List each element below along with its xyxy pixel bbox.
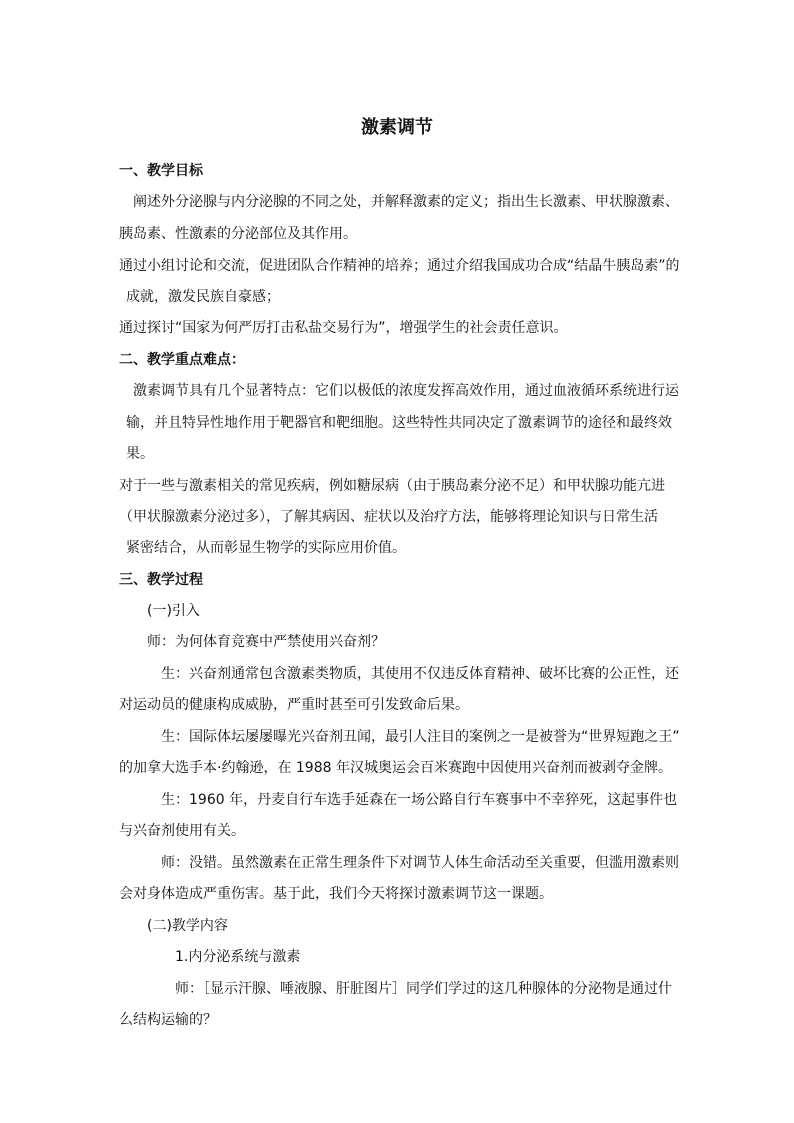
list-item: 1.内分泌系统与激素 bbox=[175, 949, 301, 965]
section-heading-process: 三、教学过程 bbox=[119, 572, 203, 588]
dialogue-line: 与兴奋剂使用有关。 bbox=[119, 823, 245, 839]
dialogue-line: 师：［显示汗腺、唾液腺、肝脏图片］同学们学过的这几种腺体的分泌物是通过什 bbox=[175, 981, 672, 997]
paragraph-line: 输，并且特异性地作用于靶器官和靶细胞。这些特性共同决定了激素调节的途径和最终效 bbox=[126, 415, 672, 431]
dialogue-line: 师：没错。虽然激素在正常生理条件下对调节人体生命活动至关重要，但滥用激素则 bbox=[161, 855, 679, 871]
dialogue-line: 的加拿大选手本·约翰逊，在 1988 年汉城奥运会百米赛跑中因使用兴奋剂而被剥夺金牌。 bbox=[119, 760, 672, 776]
dialogue-line: 么结构运输的？ bbox=[119, 1012, 217, 1028]
section-heading-keypoints: 二、教学重点难点： bbox=[119, 352, 245, 368]
paragraph-line: 通过小组讨论和交流，促进团队合作精神的培养；通过介绍我国成功合成“结晶牛胰岛素”的 bbox=[119, 258, 680, 274]
paragraph-line: 胰岛素、性激素的分泌部位及其作用。 bbox=[119, 226, 357, 242]
subsection-heading: (二)教学内容 bbox=[147, 918, 228, 934]
dialogue-line: 生：1960 年，丹麦自行车选手延森在一场公路自行车赛事中不幸猝死，这起事件也 bbox=[161, 792, 678, 808]
paragraph-line: 阐述外分泌腺与内分泌腺的不同之处，并解释激素的定义；指出生长激素、甲状腺激素、 bbox=[133, 194, 679, 210]
paragraph-line: 对于一些与激素相关的常见疾病，例如糖尿病（由于胰岛素分泌不足）和甲状腺功能亢进 bbox=[119, 478, 665, 494]
paragraph-line: 紧密结合，从而彰显生物学的实际应用价值。 bbox=[126, 540, 406, 556]
dialogue-line: 生：国际体坛屡屡曝光兴奋剂丑闻，最引人注目的案例之一是被誉为“世界短跑之王” bbox=[161, 729, 680, 745]
section-heading-goals: 一、教学目标 bbox=[119, 163, 203, 179]
paragraph-line: 通过探讨“国家为何严厉打击私盐交易行为”，增强学生的社会责任意识。 bbox=[119, 320, 568, 336]
dialogue-line: 对运动员的健康构成威胁，严重时甚至可引发致命后果。 bbox=[119, 697, 469, 713]
paragraph-line: （甲状腺激素分泌过多），了解其病因、症状以及治疗方法，能够将理论知识与日常生活 bbox=[119, 509, 658, 525]
paragraph-line: 果。 bbox=[126, 446, 154, 462]
dialogue-line: 生：兴奋剂通常包含激素类物质，其使用不仅违反体育精神、破坏比赛的公正性，还 bbox=[161, 666, 679, 682]
dialogue-line: 师：为何体育竞赛中严禁使用兴奋剂？ bbox=[147, 634, 385, 650]
dialogue-line: 会对身体造成严重伤害。基于此，我们今天将探讨激素调节这一课题。 bbox=[119, 886, 553, 902]
document-title: 激素调节 bbox=[361, 117, 433, 138]
paragraph-line: 成就，激发民族自豪感； bbox=[126, 289, 280, 305]
subsection-heading: (一)引入 bbox=[147, 603, 200, 619]
paragraph-line: 激素调节具有几个显著特点：它们以极低的浓度发挥高效作用，通过血液循环系统进行运 bbox=[133, 383, 679, 399]
